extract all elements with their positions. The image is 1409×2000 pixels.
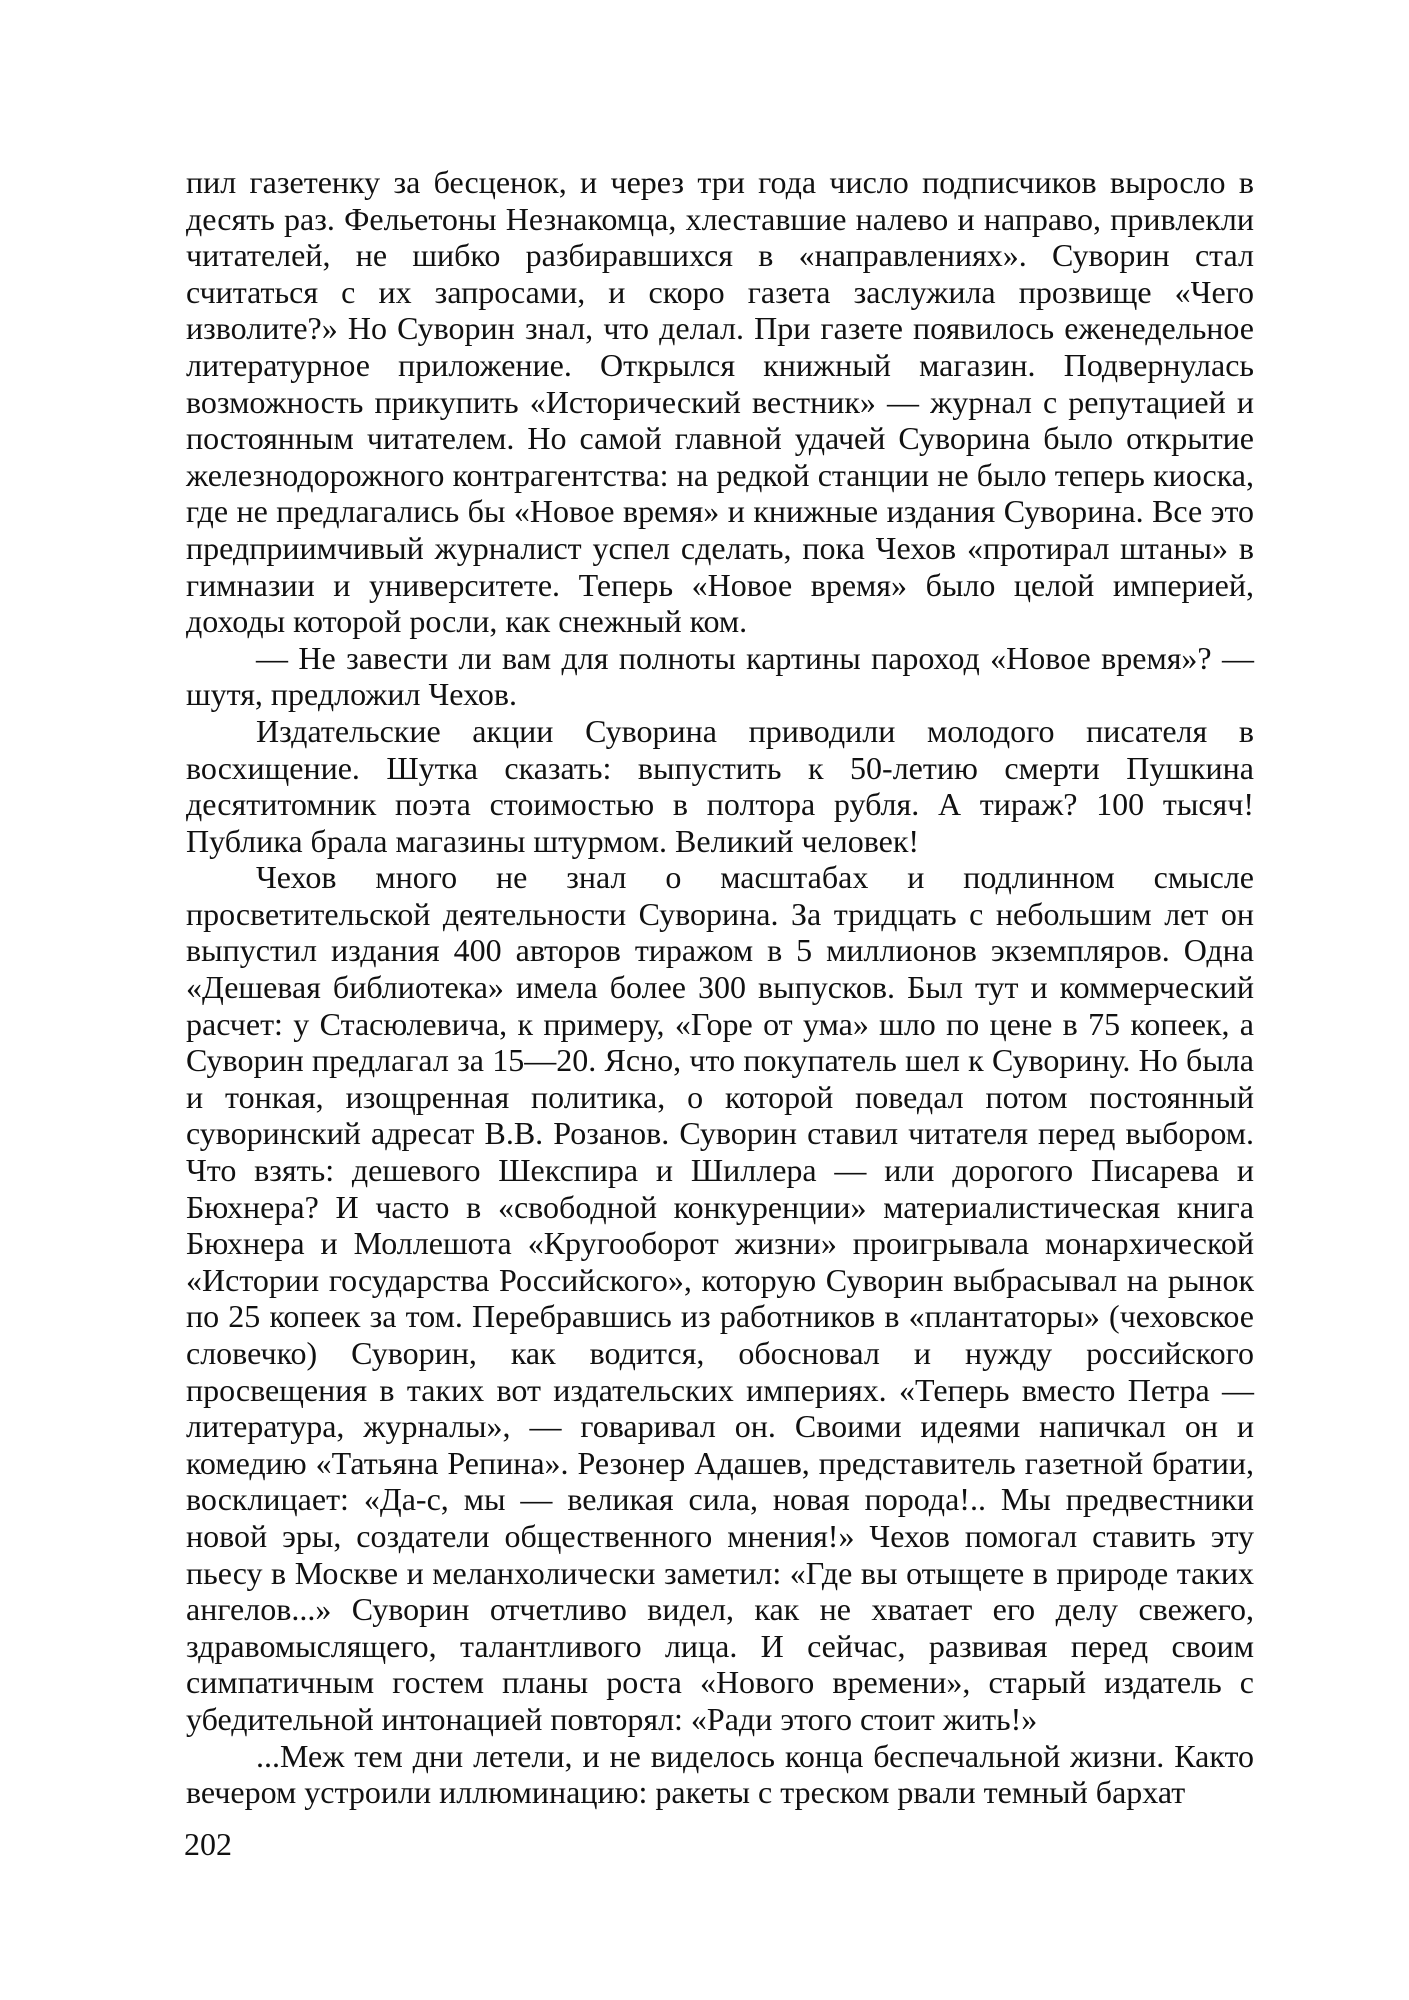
- page-number: 202: [184, 1826, 232, 1862]
- paragraph-3: Издательские акции Суворина приводили молодого писателя в восхищение. Шутка сказать: выпустить к 50-летию смерти Пушкина десятитомник поэта стоимостью в полтора рубля. А тираж? 100 тысяч! Публика брала магазины штурмом. Великий человек!: [186, 712, 1254, 859]
- paragraph-1: пил газетенку за бесценок, и через три года число подписчиков выросло в десять раз. Фельетоны Незнакомца, хлеставшие налево и направо, привлекли читателей, не шибко разбиравшихся в «направлениях». Суворин стал считаться с их запросами, и скоро газета заслужила прозвище «Чего изволите?» Но Суворин знал, что делал. При газете появилось еженедельное литературное приложение. Открылся книжный магазин. Подвернулась возможность прикупить «Исторический вестник» — журнал с репутацией и постоянным читателем. Но самой главной удачей Суворина было открытие железнодорожного контрагентства: на редкой станции не было теперь киоска, где не предлагались бы «Новое время» и книжные издания Суворина. Все это предприимчивый журналист успел сделать, пока Чехов «протирал штаны» в гимназии и университете. Теперь «Новое время» было целой империей, доходы которой росли, как снежный ком.: [186, 164, 1254, 640]
- body-text: [186, 164, 1254, 1811]
- paragraph-2: — Не завести ли вам для полноты картины пароход «Новое время»? — шутя, предложил Чехов.: [186, 639, 1254, 713]
- paragraph-5: ...Меж тем дни летели, и не виделось конца беспечальной жизни. Както вечером устроили иллюминацию: ракеты с треском рвали темный бархат: [186, 1737, 1254, 1811]
- paragraph-4: Чехов много не знал о масштабах и подлинном смысле просветительской деятельности Суворина. За тридцать с небольшим лет он выпустил издания 400 авторов тиражом в 5 миллионов экземпляров. Одна «Дешевая библиотека» имела более 300 выпусков. Был тут и коммерческий расчет: у Стасюлевича, к примеру, «Горе от ума» шло по цене в 75 копеек, а Суворин предлагал за 15—20. Ясно, что покупатель шел к Суворину. Но была и тонкая, изощренная политика, о которой поведал потом постоянный суворинский адресат В.В. Розанов. Суворин ставил читателя перед выбором. Что взять: дешевого Шекспира и Шиллера — или дорогого Писарева и Бюхнера? И часто в «свободной конкуренции» материалистическая книга Бюхнера и Моллешота «Кругооборот жизни» проигрывала монархической «Истории государства Российского», которую Суворин выбрасывал на рынок по 25 копеек за том. Перебравшись из работников в «плантаторы» (чеховское словечко) Суворин, как водится, обосновал и нужду российского просвещения в таких вот издательских империях. «Теперь вместо Петра — литература, журналы», — говаривал он. Своими идеями напичкал он и комедию «Татьяна Репина». Резонер Адашев, представитель газетной братии, восклицает: «Да-с, мы — великая сила, новая порода!.. Мы предвестники новой эры, создатели общественного мнения!» Чехов помогал ставить эту пьесу в Москве и меланхолически заметил: «Где вы отыщете в природе таких ангелов...» Суворин отчетливо видел, как не хватает его делу свежего, здравомыслящего, талантливого лица. И сейчас, развивая перед своим симпатичным гостем планы роста «Нового времени», старый издатель с убедительной интонацией повторял: «Ради этого стоит жить!»: [186, 859, 1254, 1737]
